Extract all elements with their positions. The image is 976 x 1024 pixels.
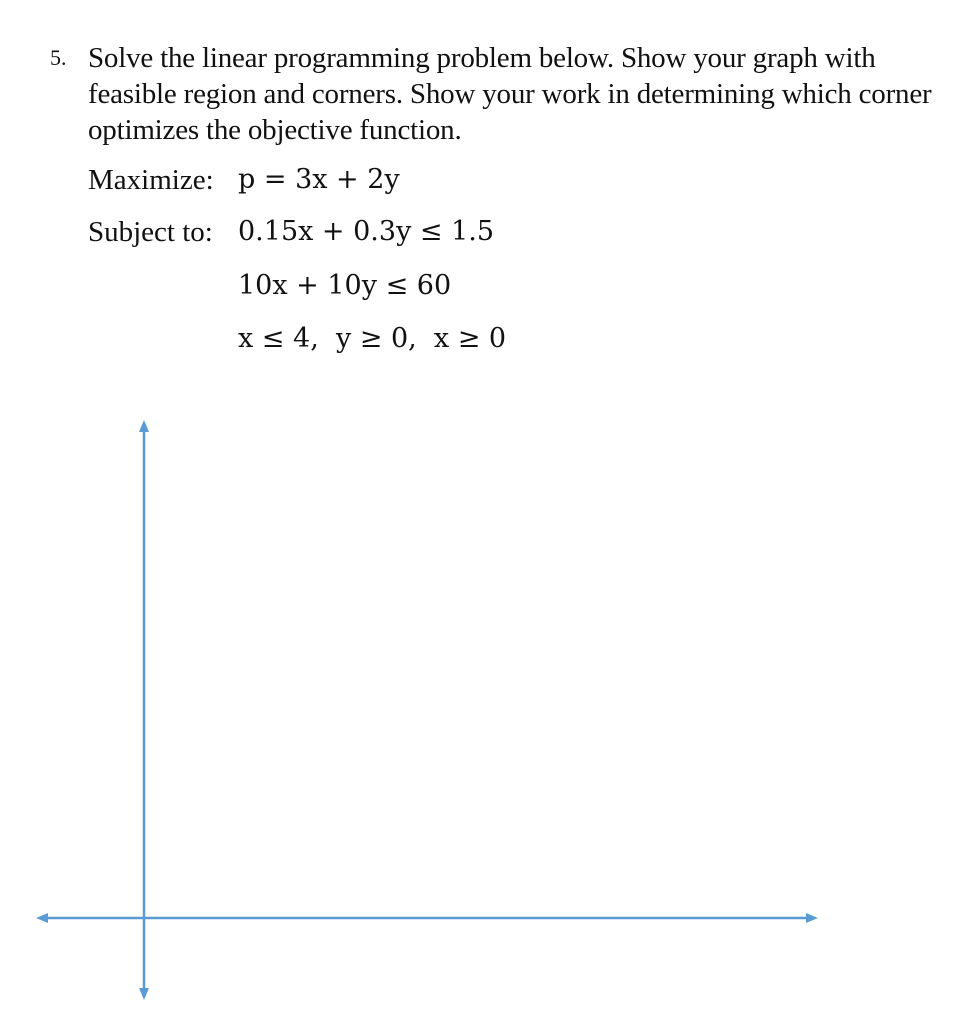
constraints-label: Subject to: bbox=[88, 216, 213, 248]
x-axis-left-arrow bbox=[36, 913, 48, 923]
constraint-1: 0.15x + 0.3y ≤ 1.5 bbox=[238, 216, 495, 247]
objective-function: p = 3x + 2y bbox=[238, 164, 400, 195]
x-axis-right-arrow bbox=[806, 913, 818, 923]
problem-statement: Solve the linear programming problem below. Show your graph with feasible region and corners. Show your work in determining which corner optimizes the objective function. bbox=[88, 42, 932, 146]
problem-number: 5. bbox=[50, 45, 67, 70]
y-axis-down-arrow bbox=[139, 988, 149, 1000]
objective-label: Maximize: bbox=[88, 164, 214, 196]
constraint-2: 10x + 10y ≤ 60 bbox=[238, 270, 452, 301]
constraint-3: x ≤ 4, y ≥ 0, x ≥ 0 bbox=[238, 323, 507, 354]
y-axis-up-arrow bbox=[139, 420, 149, 432]
